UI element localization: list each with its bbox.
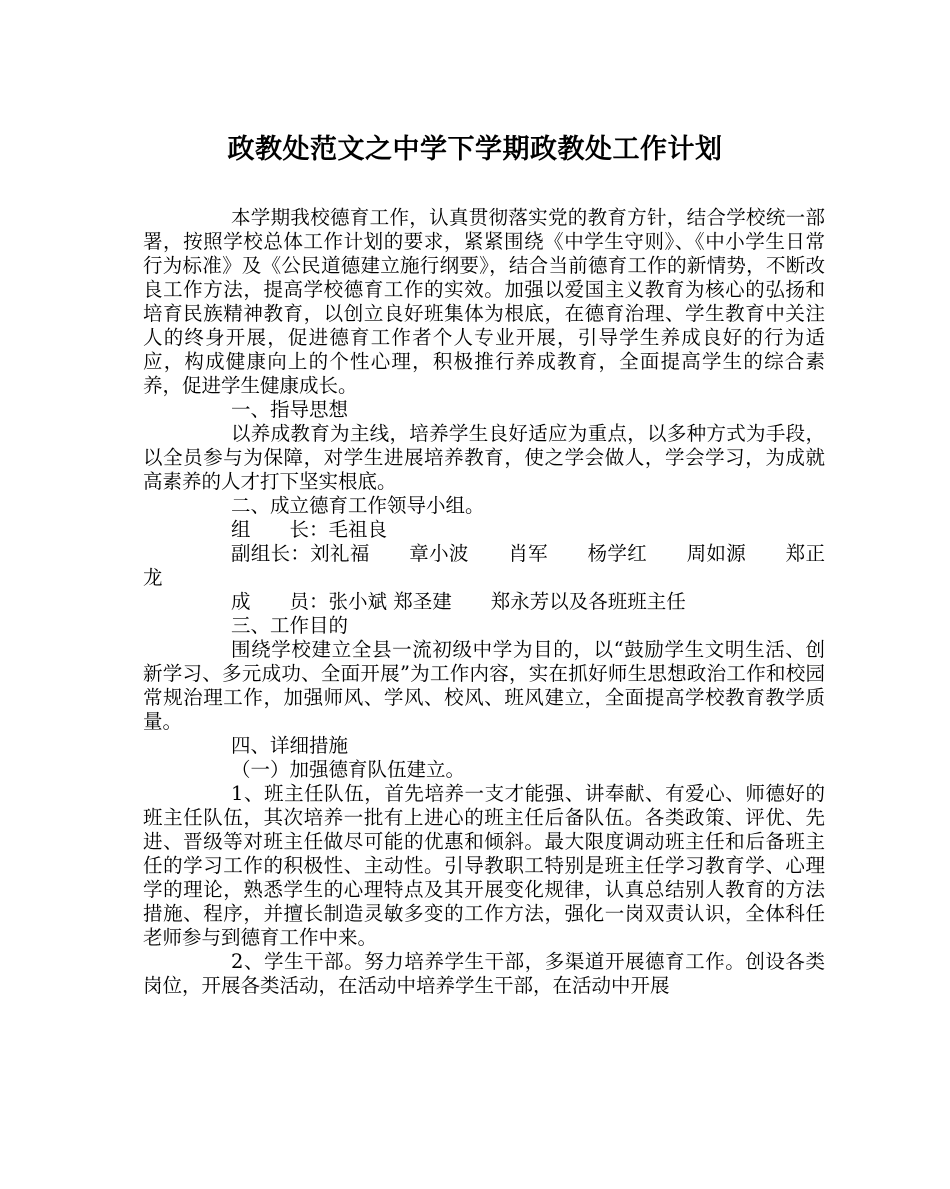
deputy-leader-line: 副组长：刘礼福 章小波 肖军 杨学红 周如源 郑正龙 [143,542,825,589]
heading-work-goal: 三、工作目的 [231,614,349,637]
paragraph-student-cadres: 2、学生干部。努力培养学生干部，多渠道开展德育工作。创设各类岗位，开展各类活动，在活动中培养学生干部，在活动中开展 [143,950,825,997]
group-leader-line: 组 长：毛祖良 [231,518,388,541]
heading-leadership-group: 二、成立德育工作领导小组。 [231,494,485,517]
paragraph-work-goal: 围绕学校建立全县一流初级中学为目的，以“鼓励学生文明生活、创新学习、多元成功、全面开展”为工作内容，实在抓好师生思想政治工作和校园常规治理工作，加强师风、学风、校风、班风建立，全面提高学校教育教学质量。 [143,638,825,733]
heading-measures: 四、详细措施 [231,734,349,757]
paragraph-intro: 本学期我校德育工作，认真贯彻落实党的教育方针，结合学校统一部署，按照学校总体工作计划的要求，紧紧围绕《中学生守则》、《中小学生日常行为标准》及《公民道德建立施行纲要》，结合当前德育工作的新情势，不断改良工作方法，提高学校德育工作的实效。加强以爱国主义教育为核心的弘扬和培育民族精神教育，以创立良好班集体为根底，在德育治理、学生教育中关注人的终身开展，促进德育工作者个人专业开展，引导学生养成良好的行为适应，构成健康向上的个性心理，积极推行养成教育，全面提高学生的综合素养，促进学生健康成长。 [143,206,825,397]
document-body [143,206,825,998]
document-title: 政教处范文之中学下学期政教处工作计划 [227,134,723,165]
paragraph-guiding-thought: 以养成教育为主线，培养学生良好适应为重点，以多种方式为手段，以全员参与为保障，对学生进展培养教育，使之学会做人，学会学习，为成就高素养的人才打下坚实根底。 [143,422,825,493]
subheading-team-building: （一）加强德育队伍建立。 [231,758,466,781]
paragraph-head-teachers: 1、班主任队伍，首先培养一支才能强、讲奉献、有爱心、师德好的班主任队伍，其次培养一批有上进心的班主任后备队伍。各类政策、评优、先进、晋级等对班主任做尽可能的优惠和倾斜。最大限度调动班主任和后备班主任的学习工作的积极性、主动性。引导教职工特别是班主任学习教育学、心理学的理论，熟悉学生的心理特点及其开展变化规律，认真总结别人教育的方法措施、程序，并擅长制造灵敏多变的工作方法，强化一岗双责认识，全体科任老师参与到德育工作中来。 [143,782,825,949]
members-line: 成 员：张小斌 郑圣建 郑永芳以及各班班主任 [231,590,686,613]
heading-guiding-thought: 一、指导思想 [231,398,349,421]
